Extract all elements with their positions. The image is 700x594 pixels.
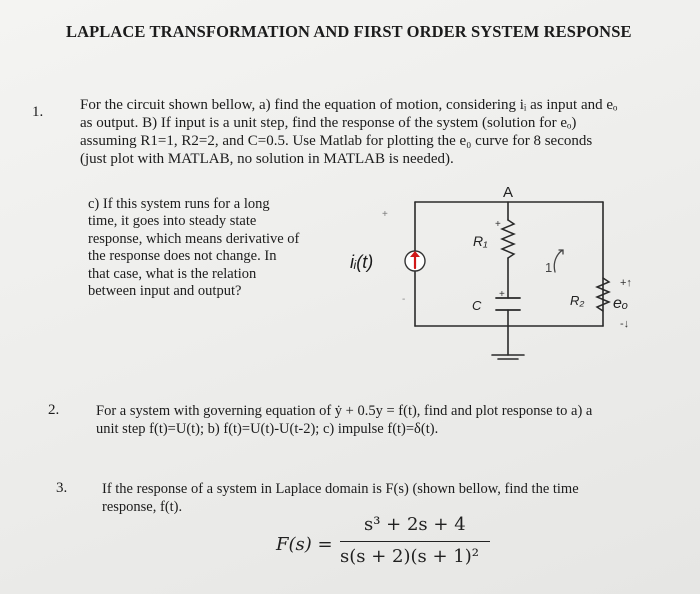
input-minus-sign: -	[402, 294, 406, 305]
question-1-text	[80, 96, 617, 168]
question-2-text	[96, 402, 592, 438]
input-plus-sign: +	[382, 209, 388, 220]
input-current-label: iᵢ(t)	[350, 252, 374, 272]
resistor-r1	[502, 220, 514, 258]
question-3-line: response, f(t).	[102, 499, 183, 515]
output-minus-sign: -↓	[620, 318, 630, 330]
part-c-line: between input and output?	[88, 283, 242, 300]
question-1-line: as output. B) If input is a unit step, find the response of the system (solution for eₒ)	[80, 115, 577, 131]
page-title: LAPLACE TRANSFORMATION AND FIRST ORDER SYSTEM RESPONSE	[66, 22, 632, 41]
formula-denominator: s(s + 2)(s + 1)²	[340, 546, 479, 567]
part-c-line: response, which means derivative of	[88, 230, 300, 247]
part-c-line: the response does not change. In	[88, 248, 277, 265]
question-2-line: For a system with governing equation of ẏ + 0.5y = f(t), find and plot response to a) a	[96, 403, 593, 419]
node-a-label: A	[502, 184, 514, 201]
question-3-text	[102, 480, 579, 516]
output-label: eₒ	[613, 295, 629, 312]
r1-plus-sign: +	[495, 219, 501, 230]
formula-lhs: F(s) =	[276, 534, 333, 555]
question-1-line: For the circuit shown bellow, a) find the equation of motion, considering iᵢ as input and eₒ	[80, 97, 618, 113]
capacitor-label: C	[472, 298, 482, 313]
part-c-line: that case, what is the relation	[88, 265, 257, 282]
part-c-line: time, it goes into steady state	[88, 213, 257, 230]
r1-label: R₁	[473, 233, 488, 249]
capacitor-plus-sign: +	[499, 289, 505, 300]
question-1-part-c	[88, 196, 299, 300]
question-1-line: assuming R1=1, R2=2, and C=0.5. Use Matlab for plotting the e₀ curve for 8 seconds	[80, 133, 593, 149]
question-2-line: unit step f(t)=U(t); b) f(t)=U(t)-U(t-2); c) impulse f(t)=δ(t).	[96, 421, 439, 437]
formula-numerator: s³ + 2s + 4	[364, 514, 466, 535]
current-label: 1	[545, 260, 553, 275]
question-1-line: (just plot with MATLAB, no solution in MATLAB is needed).	[80, 151, 454, 167]
question-3-line: If the response of a system in Laplace domain is F(s) (shown bellow, find the time	[102, 481, 579, 497]
r2-label: R₂	[570, 293, 585, 308]
fraction-bar	[340, 541, 490, 542]
circuit-diagram	[330, 180, 630, 365]
current-arrow-icon	[554, 250, 563, 272]
question-2-number: 2.	[48, 402, 60, 418]
part-c-line: c) If this system runs for a long	[88, 196, 270, 212]
question-3-number: 3.	[56, 480, 68, 496]
question-1-number: 1.	[32, 104, 44, 120]
output-plus-sign: +↑	[620, 277, 632, 289]
